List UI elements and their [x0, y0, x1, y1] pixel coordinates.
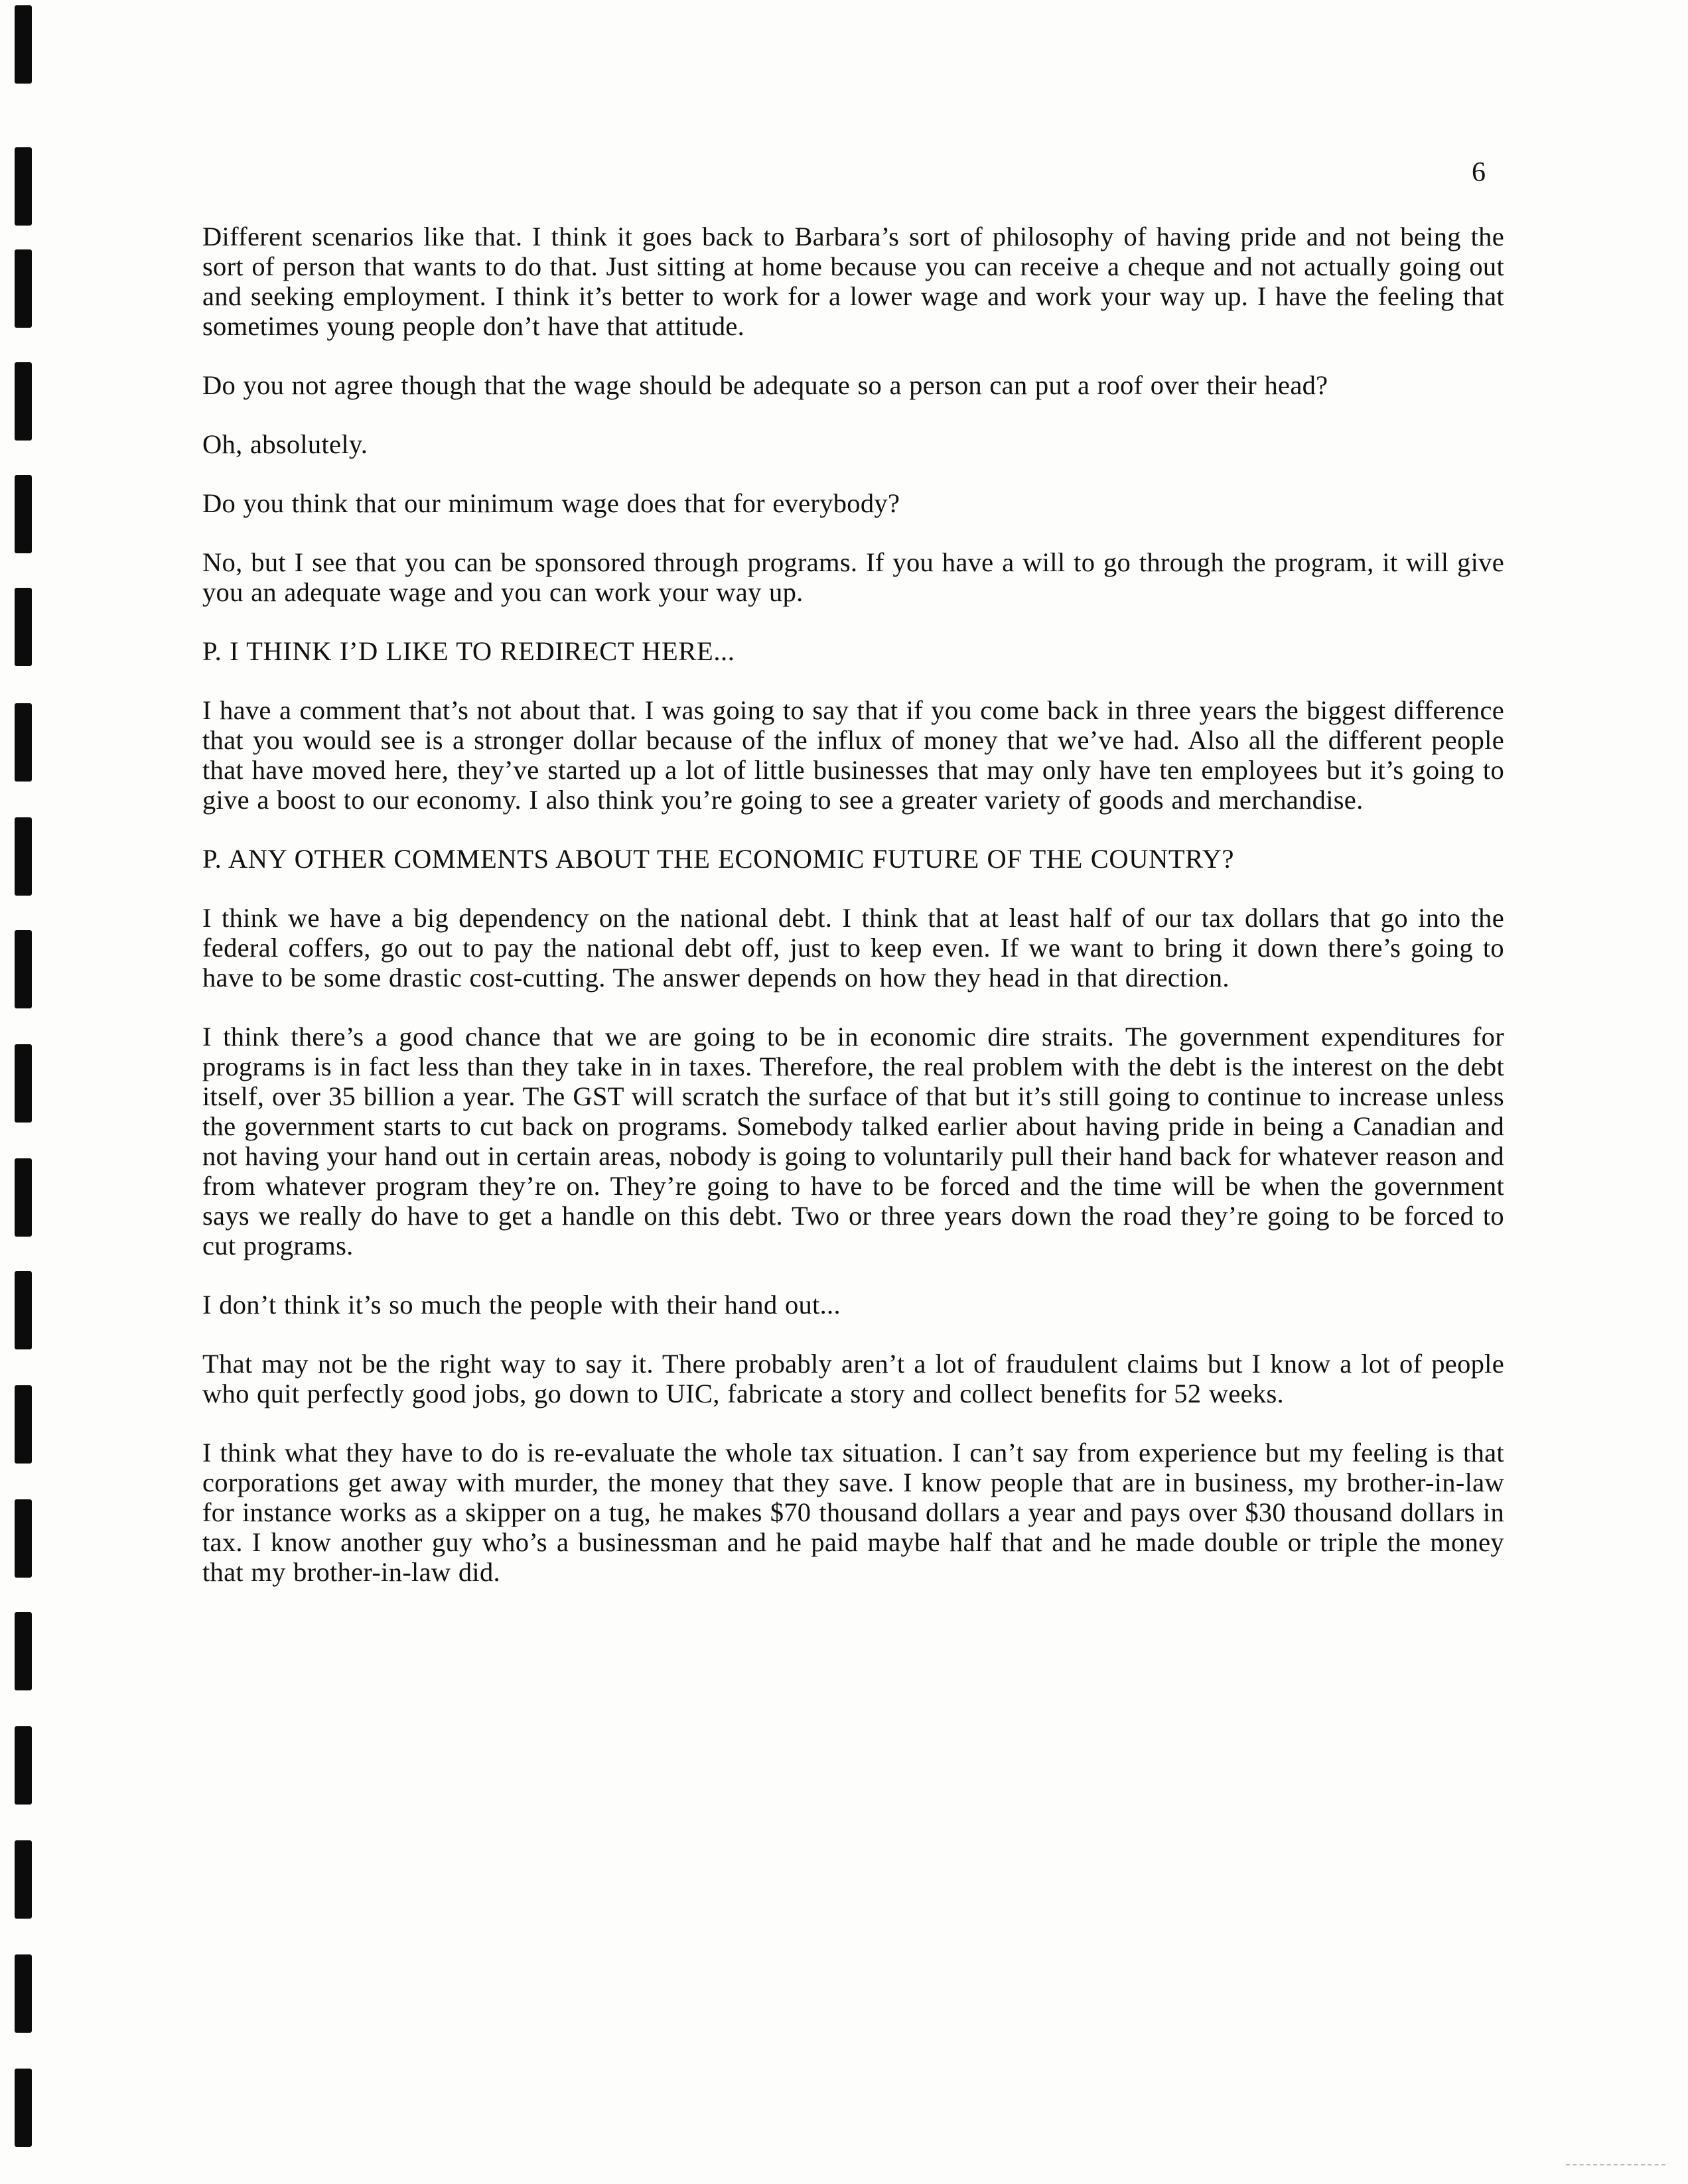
- binder-hole-marks: [7, 0, 33, 2184]
- paragraph: No, but I see that you can be sponsored through programs. If you have a will to go through the program, it will give you an adequate wage and you can work your way up.: [202, 547, 1504, 607]
- binder-mark: [15, 1385, 32, 1464]
- paragraph: I think we have a big dependency on the national debt. I think that at least half of our tax dollars that go into the federal coffers, go out to pay the national debt off, just to keep even. If we want to bring it down there’s going to have to be some drastic cost-cutting. The answer depends on how they head in that direction.: [202, 903, 1504, 992]
- binder-mark: [15, 475, 32, 553]
- binder-mark: [15, 1271, 32, 1349]
- binder-mark: [15, 1044, 32, 1123]
- paragraph: I think what they have to do is re-evaluate the whole tax situation. I can’t say from experience but my feeling is that corporations get away with murder, the money that they save. I know people that are in business, my brother-in-law for instance works as a skipper on a tug, he makes $70 thousand dollars a year and pays over $30 thousand dollars in tax. I know another guy who’s a businessman and he paid maybe half that and he made double or triple the money that my brother-in-law did.: [202, 1438, 1504, 1587]
- binder-mark: [15, 249, 32, 328]
- paragraph: I have a comment that’s not about that. I was going to say that if you come back in three years the biggest difference that you would see is a stronger dollar because of the influx of money that we’ve had. Also all the different people that have moved here, they’ve started up a lot of little businesses that may only have ten employees but it’s going to give a boost to our economy. I also think you’re going to see a greater variety of goods and merchandise.: [202, 695, 1504, 815]
- paragraph: Do you think that our minimum wage does that for everybody?: [202, 488, 900, 518]
- page-number: 6: [1472, 157, 1486, 188]
- moderator-prompt: P. I THINK I’D LIKE TO REDIRECT HERE...: [202, 636, 735, 666]
- binder-mark: [15, 930, 32, 1008]
- binder-mark: [15, 5, 32, 84]
- binder-mark: [15, 703, 32, 782]
- paragraph: That may not be the right way to say it. There probably aren’t a lot of fraudulent claims but I know a lot of people who quit perfectly good jobs, go down to UIC, fabricate a story and collect benefits for 52 weeks.: [202, 1349, 1504, 1408]
- binder-mark: [15, 588, 32, 666]
- binder-mark: [15, 1726, 32, 1805]
- paragraph: Different scenarios like that. I think it goes back to Barbara’s sort of philosophy of having pride and not being the sort of person that wants to do that. Just sitting at home because you can receive a cheque and not actually going out and seeking employment. I think it’s better to work for a lower wage and work your way up. I have the feeling that sometimes young people don’t have that attitude.: [202, 222, 1504, 341]
- paragraph: Oh, absolutely.: [202, 429, 368, 459]
- footer-rule: [1566, 2164, 1665, 2165]
- binder-mark: [15, 1499, 32, 1578]
- binder-mark: [15, 1612, 32, 1690]
- transcript-body: [202, 222, 1504, 1616]
- binder-mark: [15, 147, 32, 226]
- binder-mark: [15, 362, 32, 441]
- paragraph: I don’t think it’s so much the people with their hand out...: [202, 1290, 841, 1320]
- binder-mark: [15, 1954, 32, 2033]
- binder-mark: [15, 1158, 32, 1237]
- paragraph: I think there’s a good chance that we are going to be in economic dire straits. The government expenditures for programs is in fact less than they take in in taxes. Therefore, the real problem with the debt is the interest on the debt itself, over 35 billion a year. The GST will scratch the surface of that but it’s still going to continue to increase unless the government starts to cut back on programs. Somebody talked earlier about having pride in being a Canadian and not having your hand out in certain areas, nobody is going to voluntarily pull their hand back for whatever reason and from whatever program they’re on. They’re going to have to be forced and the time will be when the government says we really do have to get a handle on this debt. Two or three years down the road they’re going to be forced to cut programs.: [202, 1022, 1504, 1261]
- binder-mark: [15, 1840, 32, 1919]
- binder-mark: [15, 817, 32, 896]
- binder-mark: [15, 2069, 32, 2147]
- paragraph: Do you not agree though that the wage should be adequate so a person can put a roof over their head?: [202, 370, 1328, 400]
- moderator-prompt: P. ANY OTHER COMMENTS ABOUT THE ECONOMIC FUTURE OF THE COUNTRY?: [202, 844, 1235, 874]
